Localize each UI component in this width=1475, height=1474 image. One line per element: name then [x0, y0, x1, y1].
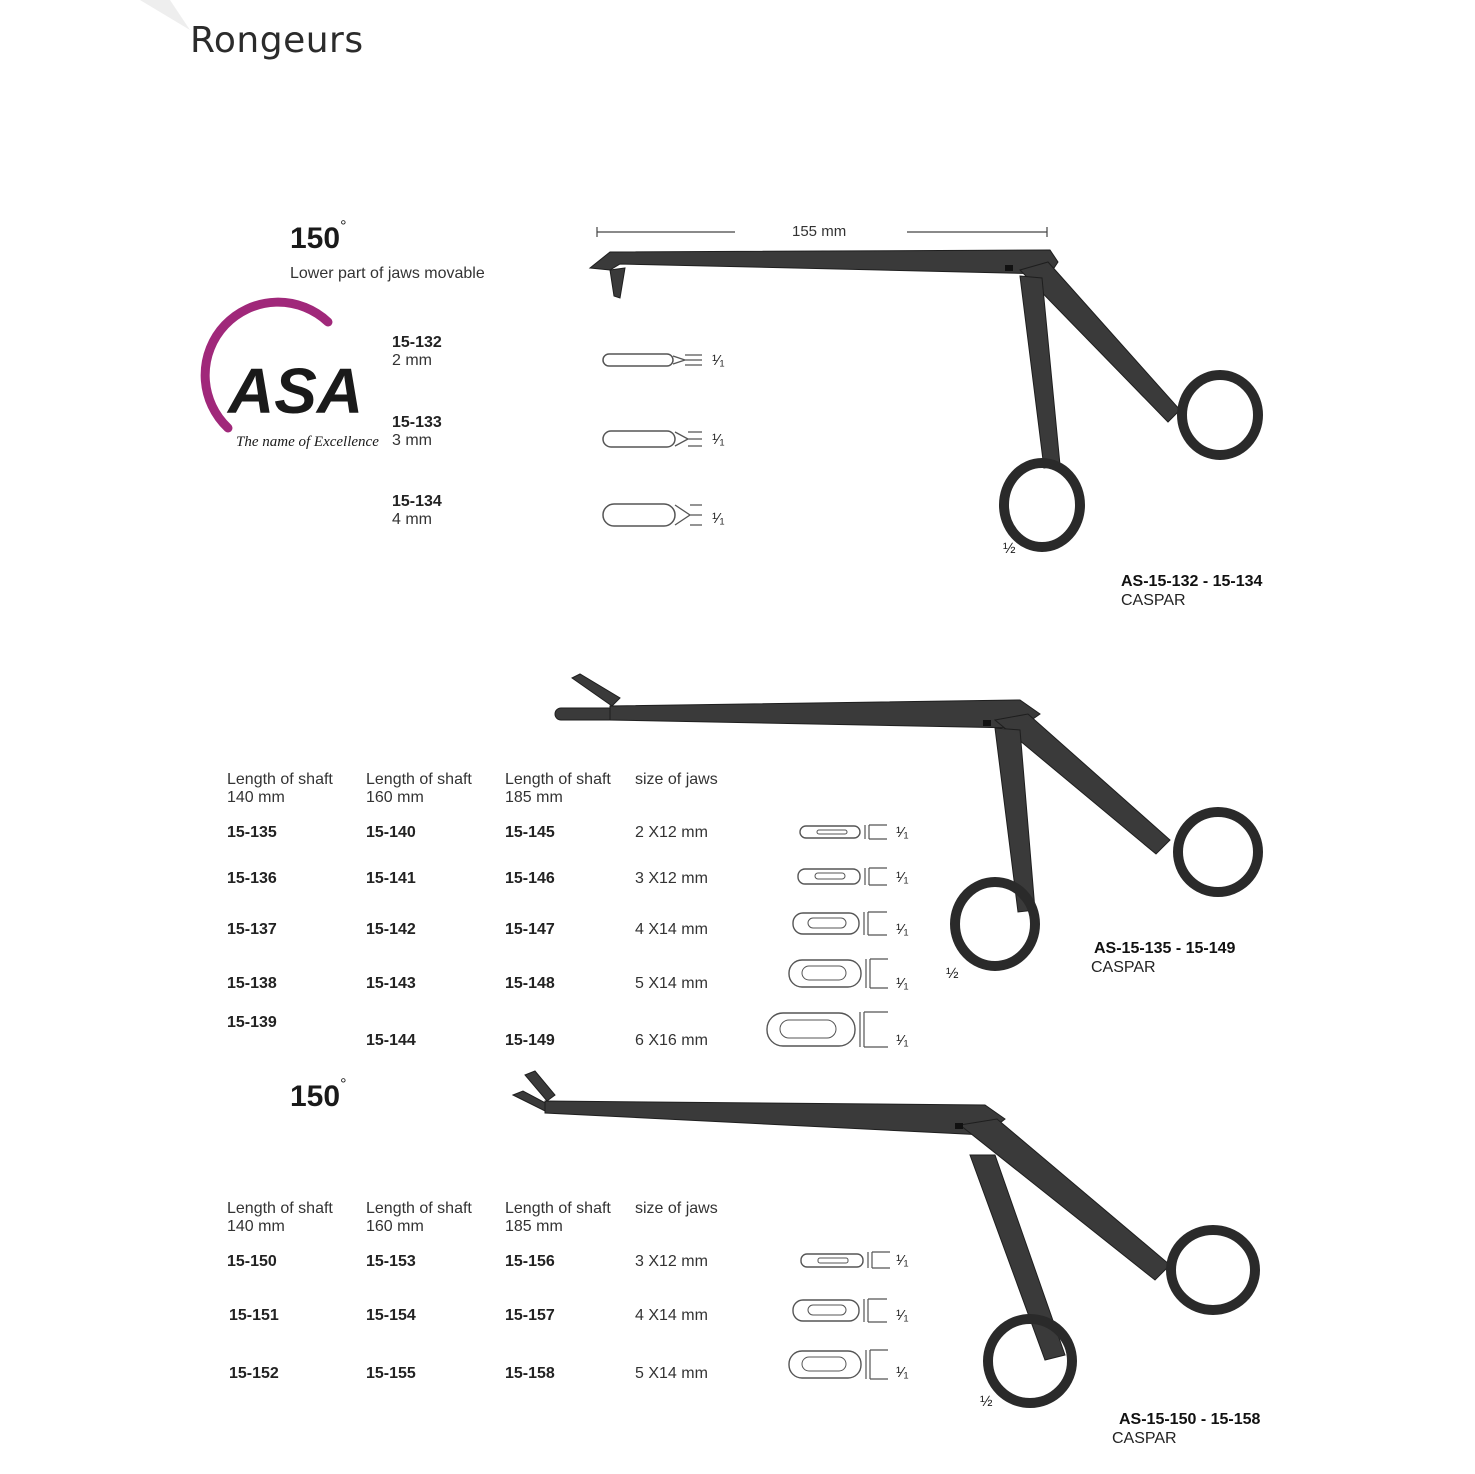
column-header-jaw-size: [635, 1200, 718, 1218]
table-cell-size: 4 X14 mm: [635, 921, 708, 938]
table-cell-code: 15-141: [366, 870, 416, 887]
table-cell-code: 15-142: [366, 921, 416, 938]
scale-label: ¹⁄₁: [896, 1364, 909, 1381]
column-header-140: [227, 1200, 333, 1236]
table-cell-code: 15-157: [505, 1307, 555, 1324]
header-line: 140 mm: [227, 789, 285, 806]
product-reference: AS-15-132 - 15-134: [1121, 573, 1263, 590]
scale-label: ¹⁄₁: [896, 921, 909, 938]
scale-label: ¹⁄₁: [896, 1032, 909, 1049]
item-code: 15-133: [392, 414, 442, 431]
header-line: 185 mm: [505, 1218, 563, 1235]
page-title: Rongeurs: [190, 20, 364, 61]
scale-label: ¹⁄₁: [896, 975, 909, 992]
table-cell-code: 15-148: [505, 975, 555, 992]
table-cell-code: 15-158: [505, 1365, 555, 1382]
product-series: CASPAR: [1112, 1430, 1177, 1447]
dimension-label: 155 mm: [792, 223, 847, 240]
jaw-profile-diagram: [786, 1348, 896, 1382]
scale-label: ¹⁄₁: [712, 352, 725, 369]
product-series: CASPAR: [1091, 959, 1156, 976]
section1-angle-value: 150: [290, 222, 341, 255]
section1-angle: [290, 218, 347, 256]
instrument-scale: ½: [946, 965, 959, 982]
table-cell-code: 15-137: [227, 921, 277, 938]
table-cell-size: 3 X12 mm: [635, 870, 708, 887]
jaw-profile-diagram: [795, 866, 895, 888]
product-reference: AS-15-135 - 15-149: [1094, 940, 1236, 957]
table-cell-size: 4 X14 mm: [635, 1307, 708, 1324]
item-size: 2 mm: [392, 352, 432, 369]
degree-mark: °: [340, 1076, 347, 1093]
table-cell-code: 15-151: [229, 1307, 279, 1324]
scale-label: ¹⁄₁: [896, 869, 909, 886]
column-header-jaw-size: [635, 771, 718, 789]
header-line: Length of shaft: [505, 771, 611, 788]
header-line: Length of shaft: [227, 1200, 333, 1217]
header-line: 160 mm: [366, 789, 424, 806]
scale-label: ¹⁄₁: [896, 824, 909, 841]
scale-label: ¹⁄₁: [712, 510, 725, 527]
header-line: 160 mm: [366, 1218, 424, 1235]
table-cell-size: 3 X12 mm: [635, 1253, 708, 1270]
table-cell-code: 15-138: [227, 975, 277, 992]
header-line: Length of shaft: [505, 1200, 611, 1217]
header-line: 140 mm: [227, 1218, 285, 1235]
section3-angle-value: 150: [290, 1080, 341, 1113]
product-series: CASPAR: [1121, 592, 1186, 609]
table-cell-size: 5 X14 mm: [635, 1365, 708, 1382]
jaw-profile-diagram: [786, 957, 896, 991]
item-code: 15-132: [392, 334, 442, 351]
table-cell-code: 15-139: [227, 1014, 277, 1031]
table-cell-code: 15-152: [229, 1365, 279, 1382]
jaw-profile-diagram: [790, 910, 895, 938]
header-line: Length of shaft: [366, 771, 472, 788]
rongeur-instrument-illustration: [580, 240, 1280, 560]
header-line: Length of shaft: [227, 771, 333, 788]
header-line: size of jaws: [635, 1200, 718, 1217]
table-cell-code: 15-147: [505, 921, 555, 938]
table-cell-size: 6 X16 mm: [635, 1032, 708, 1049]
item-code: 15-134: [392, 493, 442, 510]
table-cell-code: 15-153: [366, 1253, 416, 1270]
table-cell-size: 5 X14 mm: [635, 975, 708, 992]
column-header-185: [505, 1200, 611, 1236]
table-cell-code: 15-144: [366, 1032, 416, 1049]
item-size: 3 mm: [392, 432, 432, 449]
column-header-185: [505, 771, 611, 807]
jaw-profile-diagram: [797, 822, 897, 842]
product-reference: AS-15-150 - 15-158: [1119, 1411, 1261, 1428]
section1-subtitle: Lower part of jaws movable: [290, 265, 485, 282]
table-cell-code: 15-149: [505, 1032, 555, 1049]
scale-label: ¹⁄₁: [712, 431, 725, 448]
table-cell-code: 15-136: [227, 870, 277, 887]
table-cell-code: 15-140: [366, 824, 416, 841]
table-cell-code: 15-143: [366, 975, 416, 992]
jaw-profile-diagram: [764, 1010, 894, 1050]
table-cell-size: 2 X12 mm: [635, 824, 708, 841]
column-header-160: [366, 1200, 472, 1236]
table-cell-code: 15-156: [505, 1253, 555, 1270]
scale-label: ¹⁄₁: [896, 1252, 909, 1269]
instrument-scale: ½: [1003, 540, 1016, 557]
header-line: Length of shaft: [366, 1200, 472, 1217]
table-cell-code: 15-150: [227, 1253, 277, 1270]
corner-decoration: [140, 0, 190, 30]
column-header-160: [366, 771, 472, 807]
degree-mark: °: [340, 218, 347, 235]
jaw-profile-diagram: [790, 1297, 895, 1325]
logo-brand: ASA: [228, 355, 364, 427]
item-size: 4 mm: [392, 511, 432, 528]
logo-tagline: The name of Excellence: [236, 434, 379, 450]
instrument-scale: ½: [980, 1393, 993, 1410]
table-cell-code: 15-154: [366, 1307, 416, 1324]
table-cell-code: 15-135: [227, 824, 277, 841]
table-cell-code: 15-155: [366, 1365, 416, 1382]
asa-logo: [208, 308, 379, 458]
table-cell-code: 15-145: [505, 824, 555, 841]
table-cell-code: 15-146: [505, 870, 555, 887]
column-header-140: [227, 771, 333, 807]
section3-angle: [290, 1076, 347, 1114]
header-line: size of jaws: [635, 771, 718, 788]
jaw-profile-diagram: [798, 1250, 898, 1272]
scale-label: ¹⁄₁: [896, 1307, 909, 1324]
header-line: 185 mm: [505, 789, 563, 806]
